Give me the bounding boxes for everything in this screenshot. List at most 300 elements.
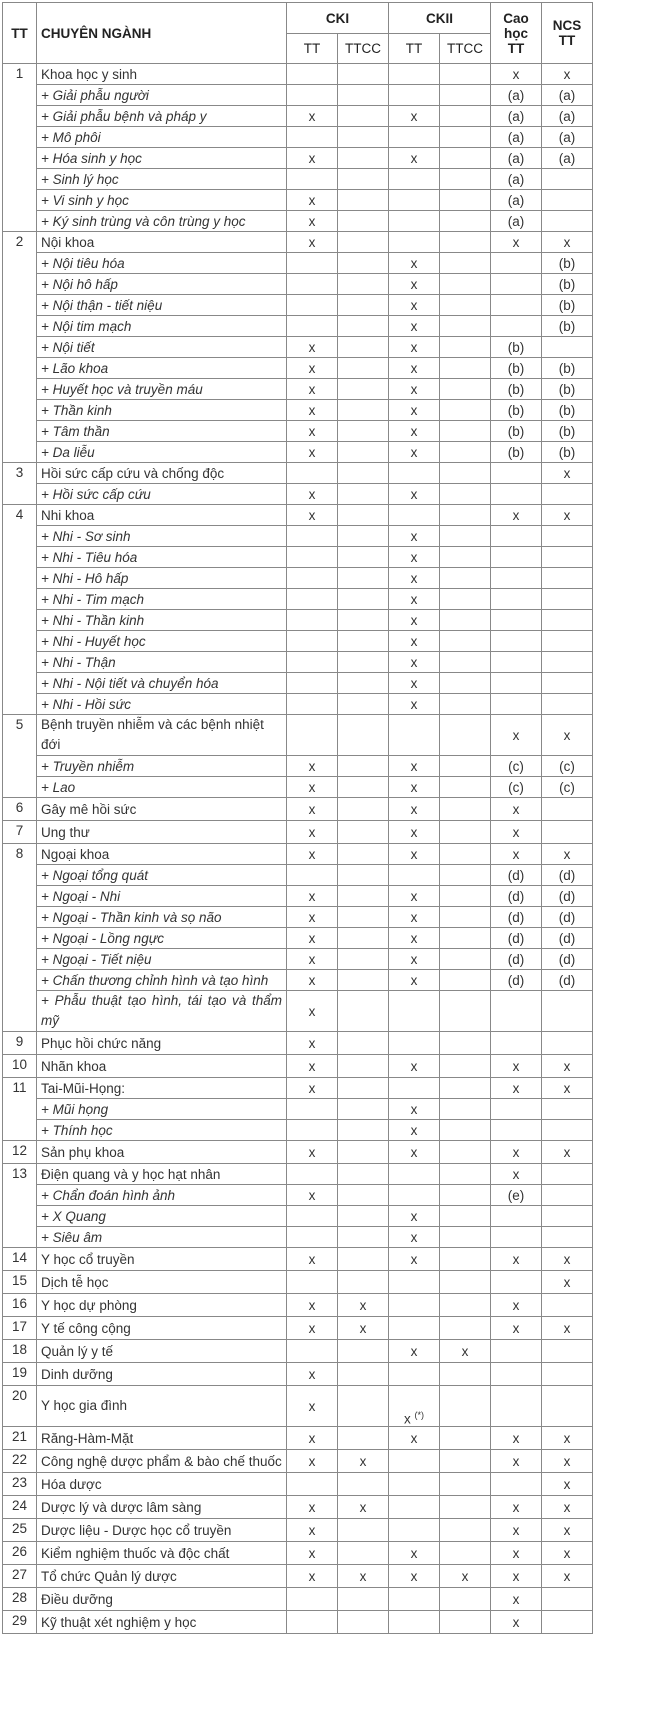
mark-cao-hoc: x [491,844,542,865]
mark-cao-hoc: (b) [491,379,542,400]
mark-ckii-tt: x [389,610,440,631]
mark-ckii-ttcc [440,568,491,589]
table-row [3,442,593,463]
mark-cki-tt [287,169,338,190]
mark-ncs: (d) [542,949,593,970]
mark-cki-ttcc [338,253,389,274]
mark-cki-ttcc [338,1519,389,1542]
sub-specialty-name: + Mũi họng [37,1099,287,1120]
mark-ncs [542,1032,593,1055]
mark-ckii-ttcc [440,484,491,505]
row-number: 22 [3,1450,37,1473]
mark-ckii-tt: x [389,253,440,274]
mark-cki-tt [287,463,338,484]
mark-ckii-ttcc [440,865,491,886]
mark-cki-tt: x [287,379,338,400]
mark-cki-ttcc [338,631,389,652]
sub-specialty-name: + Ngoại - Tiết niệu [37,949,287,970]
table-row [3,1496,593,1519]
sub-specialty-name: + Hồi sức cấp cứu [37,484,287,505]
sub-specialty-name: + Mô phôi [37,127,287,148]
mark-ncs: x [542,463,593,484]
mark-ckii-tt [389,1078,440,1099]
mark-ckii-tt [389,865,440,886]
header-cki-tt: TT [287,34,338,64]
mark-ckii-ttcc [440,1473,491,1496]
mark-ckii-tt: x [389,1141,440,1164]
mark-ncs: (a) [542,127,593,148]
sub-specialty-name: + X Quang [37,1206,287,1227]
specialty-name: Nhi khoa [37,505,287,526]
mark-cki-ttcc [338,715,389,756]
mark-ckii-ttcc [440,127,491,148]
mark-cki-tt [287,1271,338,1294]
row-number: 17 [3,1317,37,1340]
header-row-1 [3,3,593,34]
mark-ckii-ttcc [440,1185,491,1206]
mark-cki-tt: x [287,484,338,505]
table-row [3,379,593,400]
mark-cao-hoc: x [491,1611,542,1634]
row-number: 8 [3,844,37,1032]
mark-ncs: (a) [542,85,593,106]
mark-cki-ttcc [338,379,389,400]
mark-cki-tt [287,547,338,568]
mark-ckii-tt: x [389,148,440,169]
mark-cao-hoc: x [491,1317,542,1340]
mark-ckii-ttcc [440,442,491,463]
sub-specialty-name: + Nhi - Nội tiết và chuyển hóa [37,673,287,694]
mark-ckii-ttcc [440,907,491,928]
table-row [3,673,593,694]
mark-ckii-ttcc [440,1206,491,1227]
mark-ncs: (d) [542,865,593,886]
mark-ckii-ttcc [440,1120,491,1141]
mark-cki-ttcc [338,1206,389,1227]
specialty-name: Hóa dược [37,1473,287,1496]
mark-cao-hoc [491,991,542,1032]
mark-cao-hoc: (a) [491,190,542,211]
specialty-name: Nhãn khoa [37,1055,287,1078]
mark-cao-hoc: x [491,64,542,85]
mark-cki-tt: x [287,756,338,777]
mark-cao-hoc: (e) [491,1185,542,1206]
mark-cki-tt [287,85,338,106]
mark-cki-tt [287,526,338,547]
mark-ncs: (b) [542,316,593,337]
specialty-name: Dược lý và dược lâm sàng [37,1496,287,1519]
mark-ckii-ttcc [440,169,491,190]
mark-cao-hoc: (d) [491,970,542,991]
mark-cki-ttcc [338,610,389,631]
sub-specialty-name: + Nội tim mạch [37,316,287,337]
mark-ncs [542,589,593,610]
mark-ncs: x [542,1542,593,1565]
mark-ckii-tt [389,1032,440,1055]
mark-ckii-ttcc [440,949,491,970]
mark-ckii-ttcc [440,821,491,844]
mark-cki-ttcc [338,316,389,337]
table-row [3,316,593,337]
row-number: 19 [3,1363,37,1386]
mark-ckii-tt: x [389,798,440,821]
specialty-name: Hồi sức cấp cứu và chống độc [37,463,287,484]
mark-cao-hoc [491,1206,542,1227]
mark-ckii-ttcc [440,253,491,274]
mark-ckii-tt [389,1519,440,1542]
mark-ncs: x [542,1473,593,1496]
specialty-name: Ung thư [37,821,287,844]
mark-ncs: (c) [542,756,593,777]
mark-ncs [542,1294,593,1317]
specialty-name: Công nghệ dược phẩm & bào chế thuốc [37,1450,287,1473]
footnote-marker: (*) [414,1409,424,1420]
mark-ckii-ttcc [440,715,491,756]
mark-cki-ttcc [338,148,389,169]
mark-cki-tt: x [287,1185,338,1206]
mark-ncs [542,610,593,631]
mark-ncs [542,1611,593,1634]
table-row [3,1588,593,1611]
mark-ckii-tt [389,1294,440,1317]
sub-specialty-name: + Ngoại - Thần kinh và sọ não [37,907,287,928]
mark-cki-ttcc [338,652,389,673]
mark-cao-hoc: (c) [491,777,542,798]
mark-ncs: (d) [542,970,593,991]
mark-ckii-tt: x [389,442,440,463]
sub-specialty-name: + Nội thận - tiết niệu [37,295,287,316]
mark-cki-tt [287,127,338,148]
mark-cao-hoc: (a) [491,106,542,127]
header-cki-ttcc: TTCC [338,34,389,64]
mark-cki-ttcc [338,1164,389,1185]
mark-cki-ttcc [338,1588,389,1611]
mark-cki-tt: x [287,907,338,928]
table-row [3,798,593,821]
mark-cao-hoc: x [491,1164,542,1185]
mark-cki-tt [287,610,338,631]
mark-ckii-tt: x [389,1427,440,1450]
mark-ckii-ttcc [440,1099,491,1120]
mark-cki-ttcc [338,85,389,106]
mark-ckii-tt: x [389,358,440,379]
mark-cki-ttcc [338,442,389,463]
mark-ckii-tt: x [389,1565,440,1588]
mark-ckii-tt [389,1611,440,1634]
mark-value: x [403,1411,411,1426]
mark-ckii-ttcc [440,1227,491,1248]
header-ckii: CKII [389,3,491,34]
header-ckii-tt: TT [389,34,440,64]
specialty-name: Răng-Hàm-Mặt [37,1427,287,1450]
table-row [3,85,593,106]
sub-specialty-name: + Nhi - Huyết học [37,631,287,652]
mark-cki-ttcc [338,844,389,865]
table-row [3,1611,593,1634]
mark-ckii-tt [389,190,440,211]
mark-ckii-tt [389,1473,440,1496]
table-row [3,1519,593,1542]
table-row [3,694,593,715]
mark-ncs [542,1363,593,1386]
mark-ckii-tt [389,85,440,106]
mark-ncs [542,568,593,589]
mark-ncs [542,991,593,1032]
mark-ckii-tt: x [389,337,440,358]
mark-ckii-ttcc [440,1032,491,1055]
table-row [3,1185,593,1206]
mark-cao-hoc [491,253,542,274]
mark-cki-ttcc [338,505,389,526]
mark-ncs: x [542,1055,593,1078]
row-number: 29 [3,1611,37,1634]
mark-cki-ttcc [338,169,389,190]
table-row [3,1363,593,1386]
mark-ncs: x [542,64,593,85]
mark-ncs [542,631,593,652]
sub-specialty-name: + Ngoại tổng quát [37,865,287,886]
row-number: 11 [3,1078,37,1141]
row-number: 26 [3,1542,37,1565]
mark-cki-ttcc [338,777,389,798]
mark-ckii-tt: x [389,1120,440,1141]
row-number: 15 [3,1271,37,1294]
mark-ckii-tt [389,1185,440,1206]
mark-cao-hoc: x [491,1496,542,1519]
mark-ckii-ttcc [440,1055,491,1078]
specialty-name: Nội khoa [37,232,287,253]
mark-cki-tt [287,64,338,85]
mark-cki-tt: x [287,1141,338,1164]
mark-ckii-ttcc [440,1386,491,1427]
table-row [3,1565,593,1588]
mark-cki-ttcc [338,1055,389,1078]
sub-specialty-name: + Huyết học và truyền máu [37,379,287,400]
mark-cki-ttcc [338,1427,389,1450]
mark-ckii-tt: x [389,652,440,673]
mark-cki-tt: x [287,421,338,442]
mark-cao-hoc: x [491,1565,542,1588]
mark-ckii-tt: x [389,970,440,991]
mark-cki-tt: x [287,777,338,798]
mark-cki-tt: x [287,928,338,949]
mark-ckii-ttcc [440,1141,491,1164]
specialty-name: Sản phụ khoa [37,1141,287,1164]
mark-ckii-tt: x [389,949,440,970]
table-row [3,1473,593,1496]
row-number: 20 [3,1386,37,1427]
mark-ckii-tt: x [389,1099,440,1120]
mark-cki-ttcc [338,991,389,1032]
mark-cki-ttcc [338,1078,389,1099]
mark-ckii-ttcc [440,232,491,253]
mark-ckii-ttcc [440,991,491,1032]
mark-ckii-tt [389,1496,440,1519]
table-row [3,400,593,421]
specialty-name: Quản lý y tế [37,1340,287,1363]
mark-ncs [542,1588,593,1611]
mark-cki-tt [287,715,338,756]
row-number: 13 [3,1164,37,1248]
sub-specialty-name: + Ngoại - Nhi [37,886,287,907]
sub-specialty-name: + Siêu âm [37,1227,287,1248]
mark-cki-tt [287,1611,338,1634]
mark-cao-hoc: x [491,715,542,756]
mark-ckii-tt: x [389,777,440,798]
table-row [3,589,593,610]
table-body [3,64,593,1634]
sub-specialty-name: + Nhi - Tiêu hóa [37,547,287,568]
sub-specialty-name: + Lão khoa [37,358,287,379]
specialty-name: Kỹ thuật xét nghiệm y học [37,1611,287,1634]
mark-ncs [542,798,593,821]
mark-cki-tt: x [287,1386,338,1427]
mark-ckii-tt: x [389,756,440,777]
mark-ckii-ttcc [440,1271,491,1294]
table-row [3,526,593,547]
mark-cki-ttcc [338,970,389,991]
mark-ckii-tt: x [389,316,440,337]
mark-ckii-tt [389,1588,440,1611]
row-number: 5 [3,715,37,798]
mark-cki-tt: x [287,821,338,844]
specialty-name: Điện quang và y học hạt nhân [37,1164,287,1185]
mark-cki-ttcc: x [338,1294,389,1317]
table-row [3,505,593,526]
mark-cki-tt [287,1206,338,1227]
mark-ckii-ttcc [440,1078,491,1099]
mark-cki-tt: x [287,970,338,991]
mark-cao-hoc: x [491,1294,542,1317]
mark-ckii-tt: x [389,1227,440,1248]
specialty-name: Y học dự phòng [37,1294,287,1317]
mark-cki-ttcc [338,1542,389,1565]
specialty-name: Ngoại khoa [37,844,287,865]
mark-ncs: x [542,1271,593,1294]
mark-ckii-ttcc [440,106,491,127]
table-row [3,169,593,190]
mark-cki-tt: x [287,337,338,358]
sub-specialty-name: + Nhi - Thần kinh [37,610,287,631]
specialty-name: Dịch tễ học [37,1271,287,1294]
table-row [3,756,593,777]
mark-ckii-ttcc [440,1248,491,1271]
mark-ckii-tt: x [389,928,440,949]
mark-ckii-tt [389,232,440,253]
mark-ncs [542,1206,593,1227]
mark-cki-tt [287,253,338,274]
mark-cki-tt: x [287,886,338,907]
mark-cki-ttcc [338,928,389,949]
mark-ncs: x [542,232,593,253]
mark-cki-ttcc [338,1271,389,1294]
mark-cki-ttcc [338,421,389,442]
mark-cki-tt: x [287,400,338,421]
mark-ckii-ttcc [440,1519,491,1542]
mark-cki-tt: x [287,844,338,865]
mark-cki-ttcc [338,64,389,85]
mark-ckii-ttcc [440,1427,491,1450]
mark-ncs: (d) [542,907,593,928]
mark-ckii-tt: x [389,673,440,694]
mark-cki-tt [287,1099,338,1120]
mark-ckii-tt [389,1386,440,1427]
mark-cao-hoc [491,1227,542,1248]
mark-cki-tt: x [287,1496,338,1519]
mark-ncs: x [542,1248,593,1271]
mark-cki-ttcc [338,694,389,715]
mark-cki-tt: x [287,1055,338,1078]
table-row [3,1078,593,1099]
mark-cki-tt: x [287,148,338,169]
mark-ckii-tt: x [389,400,440,421]
mark-cki-tt: x [287,1363,338,1386]
mark-cao-hoc [491,547,542,568]
row-number: 23 [3,1473,37,1496]
mark-cki-ttcc [338,190,389,211]
mark-cao-hoc: (a) [491,211,542,232]
table-row [3,1271,593,1294]
mark-cki-ttcc [338,1185,389,1206]
mark-ckii-ttcc [440,316,491,337]
mark-ncs [542,1227,593,1248]
mark-cki-tt: x [287,798,338,821]
mark-cki-tt: x [287,1317,338,1340]
table-row [3,232,593,253]
specialty-name: Y học cổ truyền [37,1248,287,1271]
table-row [3,1386,593,1427]
mark-cki-tt [287,589,338,610]
mark-cao-hoc: x [491,798,542,821]
table-row [3,211,593,232]
mark-ckii-tt [389,169,440,190]
sub-specialty-name: + Lao [37,777,287,798]
mark-ckii-ttcc [440,1496,491,1519]
mark-cki-ttcc [338,1227,389,1248]
mark-ckii-tt [389,1363,440,1386]
mark-ckii-ttcc [440,295,491,316]
sub-specialty-name: + Giải phẫu người [37,85,287,106]
mark-ckii-tt: x [389,1055,440,1078]
mark-ckii-tt [389,1164,440,1185]
mark-ckii-ttcc [440,610,491,631]
mark-cki-ttcc [338,756,389,777]
mark-cao-hoc: (a) [491,148,542,169]
mark-ncs [542,1386,593,1427]
mark-cki-ttcc [338,1120,389,1141]
specialty-name: Y tế công cộng [37,1317,287,1340]
mark-cao-hoc [491,295,542,316]
sub-specialty-name: + Ngoại - Lồng ngực [37,928,287,949]
mark-cao-hoc: (a) [491,169,542,190]
mark-cao-hoc: x [491,1427,542,1450]
mark-cki-tt: x [287,1565,338,1588]
mark-cki-ttcc [338,463,389,484]
mark-ncs [542,169,593,190]
table-row [3,1099,593,1120]
mark-cki-tt [287,865,338,886]
mark-ckii-ttcc [440,421,491,442]
mark-ncs [542,337,593,358]
mark-cki-tt: x [287,358,338,379]
specialty-name: Dược liệu - Dược học cổ truyền [37,1519,287,1542]
mark-ckii-tt [389,1271,440,1294]
mark-ncs: x [542,1427,593,1450]
sub-specialty-name: + Truyền nhiễm [37,756,287,777]
sub-specialty-name: + Nội tiết [37,337,287,358]
mark-cki-tt [287,673,338,694]
mark-cao-hoc: x [491,1078,542,1099]
